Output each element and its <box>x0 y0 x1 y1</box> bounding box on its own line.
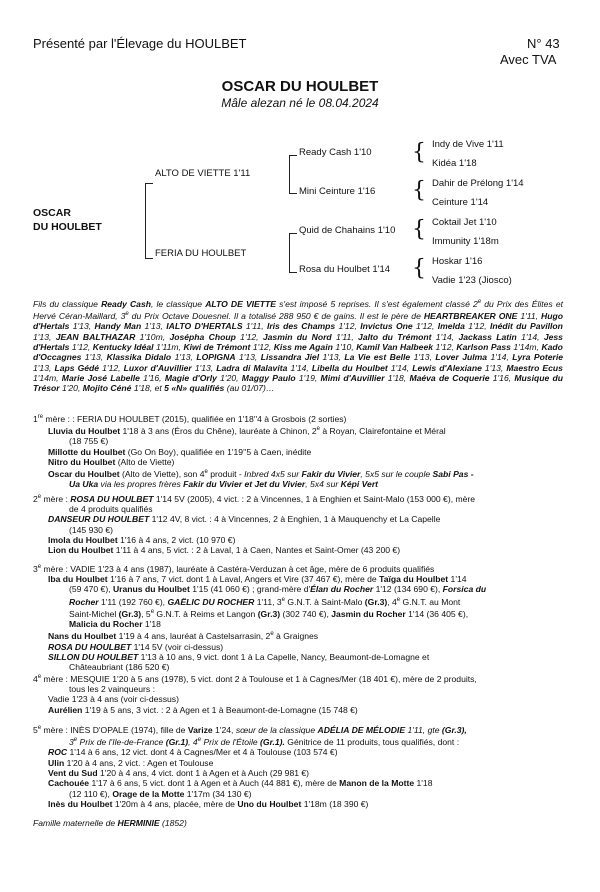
text-run: Jackass Latin <box>458 331 517 342</box>
text-run: à Graignes <box>273 631 319 642</box>
produce-line <box>33 584 563 594</box>
text-run: mère : MESQUIE 1'20 à 5 ans (1978), 5 vict. dont 2 à Toulouse et 1 à Cagnes/Mer (18 401 €), mère de 2 produits, <box>41 673 477 684</box>
text-run: 5 <box>33 724 38 735</box>
text-run: 1'12, <box>433 341 457 352</box>
pedigree-connector <box>289 233 297 234</box>
produce-line <box>33 789 563 799</box>
text-run: (12 110 €), <box>69 788 113 799</box>
text-run: 1'14, <box>487 352 513 363</box>
ggp-1: Indy de Vive 1'11 <box>432 139 504 150</box>
text-run: 1'18m (18 390 €) <box>301 798 369 809</box>
text-run: 1'13 à 10 ans, 9 vict. dont 1 à La Capelle, Nancy, Beaumont-de-Lomagne et <box>138 651 430 662</box>
text-run: Jess d'Hertals <box>33 331 563 352</box>
text-run: Prix de l'Étoile <box>201 737 261 748</box>
text-run: (Gr.3), <box>441 724 467 735</box>
produce-line <box>33 619 563 629</box>
pedigree-connector <box>145 183 153 184</box>
text-run: (Alto de Viette) <box>115 456 175 467</box>
text-run: Saint-Michel <box>69 608 119 619</box>
text-run: Iris des Champs <box>266 321 336 332</box>
text-run: Jasmin du Nord <box>262 331 332 342</box>
text-run: e <box>37 674 42 680</box>
text-run: Kamil Van Halbeek <box>356 341 433 352</box>
text-run: 1'13, <box>69 321 95 332</box>
text-run: Lissandra Jiel <box>260 352 320 363</box>
text-run: , 5x5 sur le couple <box>360 469 433 480</box>
text-run: ADÉLIA DE MÉLODIE <box>317 724 406 735</box>
text-run: 1'14m, <box>510 341 542 352</box>
text-run: Millotte du Houlbet <box>48 446 126 457</box>
text-run: Maéva de Coquerie <box>409 372 490 383</box>
text-run: 4 <box>33 673 38 684</box>
produce-line <box>33 545 563 555</box>
text-run: e <box>270 631 274 638</box>
text-run: , le classique <box>150 298 206 309</box>
text-run: LOPIGNA <box>196 352 236 363</box>
text-run: Laps Gédé <box>54 362 100 373</box>
produce-line <box>33 629 563 641</box>
fourth-dam-section <box>33 672 563 715</box>
produce-line <box>33 457 563 467</box>
text-run: 1'20, <box>59 383 83 394</box>
text-run: du Prix Octave Douesnel. Il a totalisé 288 950 € de gains. Il est le père de <box>128 311 424 322</box>
horse-name-line2: DU HOULBET <box>33 221 102 233</box>
text-run: (au 01/07)… <box>224 383 275 394</box>
text-run: e <box>37 564 42 570</box>
text-run: Famille maternelle de <box>33 818 118 828</box>
text-run: 1'11m, <box>153 341 184 352</box>
dam: FERIA DU HOULBET <box>155 248 247 259</box>
text-run: Maggy Paulo <box>241 372 296 383</box>
text-run: Uno du Houlbet <box>237 798 302 809</box>
text-run: (59 470 €), <box>69 584 113 595</box>
brace-icon: { <box>412 140 426 165</box>
text-run: tous les 2 vainqueurs : <box>69 684 155 695</box>
text-run: mère : <box>41 493 71 504</box>
ggp-8: Vadie 1'23 (Jiosco) <box>432 275 512 286</box>
text-run: produit - <box>207 469 245 480</box>
brace-icon: { <box>412 178 426 203</box>
horse-description: Mâle alezan né le 08.04.2024 <box>221 96 379 110</box>
text-run: 1'18, et <box>131 383 165 394</box>
text-run: (145 930 €) <box>69 524 113 535</box>
text-run: GAËLIC DU ROCHER <box>167 596 255 607</box>
text-run: 1'12, <box>235 331 263 342</box>
produce-line <box>33 735 563 747</box>
produce-line <box>33 514 563 524</box>
text-run: Fakir du Vivier et Jet du Vivier <box>183 479 306 490</box>
text-run: Lluvia du Houlbet <box>48 426 121 437</box>
text-run: Forsica du <box>442 584 487 595</box>
text-run: 1'16 à 7 ans, 7 vict. dont 1 à Laval, Angers et Vire (37 467 €), mère de <box>107 574 380 585</box>
text-run: 2 <box>33 493 38 504</box>
text-run: Marie José Labelle <box>61 372 140 383</box>
text-run: Iba du Houlbet <box>48 574 108 585</box>
text-run: Aurélien <box>48 704 83 715</box>
text-run: , 4 <box>387 596 397 607</box>
text-run: (Gr.3) <box>118 608 142 619</box>
pedigree-connector <box>145 258 153 259</box>
dam-sire: Quid de Chahains 1'10 <box>299 225 396 236</box>
text-run: 1'13, <box>33 331 56 342</box>
dam-heading <box>33 412 563 424</box>
text-run: 1'12, <box>250 341 274 352</box>
text-run: e <box>37 494 42 500</box>
text-run: 1'17 à 6 ans, 5 vict. dont 1 à Agen et à Auch (44 881 €), mère de <box>89 778 340 789</box>
produce-line <box>33 607 563 619</box>
text-run: 1'12 4V, 8 vict. : 4 à Vincennes, 2 à Enghien, 1 à Mauquenchy et La Capelle <box>149 514 441 525</box>
produce-line <box>33 694 563 704</box>
text-run: 1'12 (134 690 €), <box>373 584 443 595</box>
produce-line <box>33 684 563 694</box>
text-run: mère : INÈS D'OPALE (1974), fille de <box>41 724 188 735</box>
text-run: Ready Cash <box>101 298 151 309</box>
ggp-4: Ceinture 1'14 <box>432 197 489 208</box>
text-run: SILLON DU HOULBET <box>48 651 139 662</box>
text-run: e <box>197 737 202 744</box>
text-run: 1'20, <box>216 372 242 383</box>
text-run: 1'14m, <box>33 372 62 383</box>
text-run: 1'12, <box>412 321 438 332</box>
text-run: 1'12, <box>335 321 361 332</box>
second-dam-section <box>33 492 563 556</box>
text-run: Libella du Houlbet <box>311 362 388 373</box>
text-run: Karlson Pass <box>456 341 511 352</box>
maternal-family-note <box>33 818 563 828</box>
text-run: (Go On Boy), qualifiée en 1'19''5 à Caen, inédite <box>125 446 312 457</box>
text-run: Jalto du Trémont <box>358 331 432 342</box>
brace-icon: { <box>412 217 426 242</box>
text-run: Mojito Céné <box>82 383 132 394</box>
dam-heading <box>33 562 563 574</box>
text-run: Vadie 1'23 à 4 ans (voir ci-dessus) <box>48 694 179 705</box>
text-run: 1'10m, <box>135 331 170 342</box>
text-run: (Gr.3) <box>364 596 388 607</box>
text-run: Lewis d'Alexiane <box>412 362 482 373</box>
text-run: Rocher <box>69 596 99 607</box>
sire-sire: Ready Cash 1'10 <box>299 147 372 158</box>
produce-line <box>33 652 563 662</box>
text-run: s'est imposé 5 reprises. Il s'est également classé 2 <box>276 298 478 309</box>
text-run: 1'24, <box>212 724 236 735</box>
text-run: e <box>150 608 155 615</box>
text-run: 1'14 à 6 ans, 12 vict. dont 4 à Cagnes/Mer et 4 à Toulouse (103 574 €) <box>67 747 338 758</box>
fifth-dam-section <box>33 723 563 809</box>
dam-dam: Rosa du Houlbet 1'14 <box>299 264 391 275</box>
text-run: mère : VADIE 1'23 à 4 ans (1987), lauréate à Castéra-Verduzan à cet âge, mère de 6 produits qualifiés <box>41 563 435 574</box>
text-run: IALTO D'HERTALS <box>166 321 243 332</box>
produce-line <box>33 574 563 584</box>
text-run: Génitrice de 11 produits, tous qualifiés, dont : <box>284 737 460 748</box>
produce-line <box>33 467 563 479</box>
text-run: Hugo d'Hertals <box>33 311 563 332</box>
ggp-6: Immunity 1'18m <box>432 236 499 247</box>
presenter-line: Présenté par l'Élevage du HOULBET <box>33 36 247 51</box>
text-run: 1'14 (36 405 €), <box>405 608 469 619</box>
text-run: 3 <box>33 563 38 574</box>
text-run: Magie d'Orly <box>164 372 217 383</box>
produce-line <box>33 758 563 768</box>
text-run: Invictus One <box>360 321 413 332</box>
text-run: 1'11, <box>517 311 542 322</box>
text-run: 1'20 à 4 ans, 4 vict. dont 1 à Agen et à Auch (29 981 €) <box>97 767 310 778</box>
text-run: 1'19 à 4 ans, lauréat à Castelsarrasin, 2 <box>116 631 271 642</box>
text-run: 1'18, <box>384 372 410 383</box>
text-run: 1'14, <box>431 331 459 342</box>
ggp-2: Kidéa 1'18 <box>432 158 477 169</box>
text-run: Fils du classique <box>33 298 102 309</box>
text-run: 1'19 à 5 ans, 3 vict. : 2 à Agen et 1 à Beaumont-de-Lomagne (15 748 €) <box>82 704 358 715</box>
text-run: 1'18 à 3 ans (Éros du Chêne), lauréate à Chinon, 2 <box>120 426 317 437</box>
text-run: 3 <box>69 737 74 748</box>
text-run: 1'16, <box>489 372 515 383</box>
text-run: Kiwi de Trémont <box>183 341 251 352</box>
produce-line <box>33 525 563 535</box>
produce-line <box>33 447 563 457</box>
dam-heading <box>33 492 563 504</box>
text-run: Nans du Houlbet <box>48 631 117 642</box>
text-run: Ua Uka <box>69 479 99 490</box>
text-run: 1'14, <box>516 331 544 342</box>
text-run: 1'14 5V (2005), 4 vict. : 2 à Vincennes, 1 à Enghien et Saint-Malo (153 000 €), mère <box>153 493 476 504</box>
text-run: HEARTBREAKER ONE <box>423 311 518 322</box>
text-run: (2015), qualifiée en 1'18''4 à Grosbois (2 sorties) <box>159 413 347 424</box>
ggp-5: Coktail Jet 1'10 <box>432 217 497 228</box>
text-run: , 5 <box>141 608 151 619</box>
horse-name-line1: OSCAR <box>33 207 71 219</box>
text-run: Imelda <box>437 321 465 332</box>
text-run: 1'13, <box>33 362 55 373</box>
text-run: 1'14, <box>387 362 413 373</box>
page-title: OSCAR DU HOULBET <box>221 78 379 95</box>
text-run: 1'18 <box>414 778 433 789</box>
text-run: e <box>281 596 286 603</box>
text-run: Inbred 4x5 sur <box>244 469 302 480</box>
text-run: Mimi d'Auvillier <box>320 372 385 383</box>
pedigree-connector <box>289 155 297 156</box>
text-run: , 5x4 sur <box>305 479 341 490</box>
text-run: , 4 <box>188 737 198 748</box>
pedigree-connector <box>289 233 290 273</box>
text-run: Inédit du Pavillon <box>489 321 563 332</box>
text-run: e <box>477 299 482 305</box>
text-run: 1'13, <box>141 321 167 332</box>
text-run: Lyra Poterie <box>512 352 563 363</box>
text-run: Oscar du Houlbet <box>48 469 120 480</box>
text-run: e <box>73 737 78 744</box>
text-run: (Alto de Viette), son 4 <box>119 469 205 480</box>
produce-line <box>33 595 563 607</box>
text-run: (1852) <box>159 818 187 828</box>
text-run: 1'12, <box>99 362 124 373</box>
vat-notice: Avec TVA <box>500 52 557 67</box>
text-run: ROSA DU HOULBET <box>70 493 154 504</box>
text-run: via les propres frères <box>98 479 184 490</box>
text-run: Malicia du Rocher <box>69 619 143 630</box>
produce-line <box>33 504 563 514</box>
text-run: Maestro Ecus <box>506 362 563 373</box>
sire: ALTO DE VIETTE 1'11 <box>155 168 251 179</box>
text-run: Imola du Houlbet <box>48 535 118 546</box>
text-run: DANSEUR DU HOULBET <box>48 514 150 525</box>
text-run: mère : <box>43 413 73 424</box>
text-run: 1'13, <box>235 352 261 363</box>
text-run: 5 «N» qualifiés <box>164 383 225 394</box>
text-run: Uranus du Houlbet <box>112 584 190 595</box>
text-run: 1 <box>33 413 38 424</box>
text-run: 1'13, <box>410 352 436 363</box>
text-run: 1'14, <box>287 362 312 373</box>
text-run: Lover Julma <box>435 352 488 363</box>
text-run: Vent du Sud <box>48 767 98 778</box>
text-run: 1'15 (41 060 €) ; grand-mère d' <box>189 584 311 595</box>
text-run: Kiss me Again <box>273 341 333 352</box>
text-run: 1'14 <box>448 574 467 585</box>
text-run: : FERIA DU HOULBET <box>72 413 160 424</box>
produce-line <box>33 642 563 652</box>
text-run: e <box>204 469 208 476</box>
produce-line <box>33 436 563 446</box>
text-run: 1'16 à 4 ans, 2 vict. (10 970 €) <box>117 535 236 546</box>
text-run: Ulin <box>48 757 65 768</box>
text-run: 1'13, <box>191 362 217 373</box>
text-run: JEAN BALTHAZAR <box>55 331 136 342</box>
text-run: Handy Man <box>94 321 142 332</box>
produce-line <box>33 662 563 672</box>
text-run: du Prix des Élites et Hervé Céran-Maillard, 3 <box>33 298 563 322</box>
text-run: (Gr.3) <box>257 608 281 619</box>
text-run: Inès du Houlbet <box>48 798 113 809</box>
text-run: ALTO DE VIETTE <box>205 298 277 309</box>
text-run: La Vie est Belle <box>344 352 411 363</box>
ggp-3: Dahir de Prélong 1'14 <box>432 178 524 189</box>
text-run: (302 740 €), <box>280 608 332 619</box>
text-run: ROSA DU HOULBET <box>48 641 132 652</box>
sire-dam: Mini Ceinture 1'16 <box>299 186 376 197</box>
text-run: Élan du Rocher <box>310 584 374 595</box>
text-run: 1'11 (192 760 €), <box>98 596 168 607</box>
text-run: (18 755 €) <box>69 436 109 447</box>
text-run: Josépha Choup <box>169 331 236 342</box>
produce-line <box>33 705 563 715</box>
text-run: 1'16, <box>139 372 165 383</box>
text-run: Kentucky Idéal <box>92 341 154 352</box>
text-run: 1'20m à 4 ans, placée, mère de <box>112 798 238 809</box>
text-run: Fakir du Vivier <box>301 469 361 480</box>
text-run: Sabi Pas - <box>432 469 474 480</box>
text-run: Orage de la Motte <box>112 788 185 799</box>
text-run: G.N.T. au Mont <box>400 596 461 607</box>
text-run: Képi Vert <box>340 479 379 490</box>
text-run: 1'11, <box>331 331 359 342</box>
text-run: re <box>37 414 44 420</box>
lot-number: N° 43 <box>527 36 560 51</box>
produce-line <box>33 535 563 545</box>
text-run: Manon de la Motte <box>339 778 415 789</box>
produce-line <box>33 778 563 788</box>
text-run: 1'19, <box>295 372 321 383</box>
text-run: Ladra di Malavita <box>216 362 288 373</box>
text-run: 1'13, <box>481 362 507 373</box>
text-run: Taïga du Houlbet <box>379 574 449 585</box>
produce-line <box>33 424 563 436</box>
text-run: G.N.T. à Saint-Malo <box>285 596 365 607</box>
text-run: (Gr.1) <box>165 737 189 748</box>
dam-heading <box>33 672 563 684</box>
text-run: Jasmin du Rocher <box>331 608 406 619</box>
text-run: e <box>125 311 129 318</box>
text-run: à Royan, Clairefontaine et Méral <box>320 426 446 437</box>
text-run: Prix de l'Ile-de-France <box>77 737 166 748</box>
text-run: Luxor d'Auvillier <box>123 362 192 373</box>
text-run: 1'12, <box>464 321 490 332</box>
text-run: Lion du Houlbet <box>48 545 114 556</box>
text-run: ROC <box>48 747 68 758</box>
produce-line <box>33 747 563 757</box>
produce-line <box>33 768 563 778</box>
text-run: 1'17m (34 130 €) <box>184 788 252 799</box>
text-run: e <box>316 426 320 433</box>
pedigree-connector <box>145 183 146 259</box>
text-run: 1'11 à 4 ans, 5 vict. : 2 à Laval, 1 à Caen, Nantes et Saint-Omer (43 200 €) <box>113 545 401 556</box>
produce-line <box>33 479 563 489</box>
pedigree-connector <box>289 193 297 194</box>
text-run: Cachouée <box>48 778 90 789</box>
text-run: 1'11, gte <box>405 724 442 735</box>
text-run: Klassika Didalo <box>106 352 172 363</box>
text-run: 1'12, <box>69 341 93 352</box>
third-dam-section <box>33 562 563 672</box>
text-run: 1'13, <box>81 352 107 363</box>
ggp-7: Hoskar 1'16 <box>432 256 483 267</box>
text-run: 1'18 <box>142 619 161 630</box>
first-dam-section <box>33 412 563 490</box>
pedigree-connector <box>289 155 290 193</box>
pedigree-connector <box>289 272 297 273</box>
text-run: 1'13, <box>171 352 197 363</box>
text-run: 1'11, 3 <box>254 596 282 607</box>
text-run: Varize <box>187 724 213 735</box>
text-run: e <box>37 725 42 731</box>
produce-line <box>33 799 563 809</box>
text-run: Kado d'Occagnes <box>33 341 563 363</box>
text-run: sœur de la classique <box>235 724 318 735</box>
text-run: 1'20 à 4 ans, 2 vict. : Agen et Toulouse <box>64 757 214 768</box>
text-run: e <box>396 596 401 603</box>
text-run: de 4 produits qualifiés <box>69 504 153 515</box>
brace-icon: { <box>412 256 426 281</box>
text-run: 1'13, <box>319 352 345 363</box>
text-run: Musique du Trésor <box>33 372 563 394</box>
text-run: 1'11, <box>242 321 267 332</box>
sire-paragraph <box>33 297 563 393</box>
text-run: 1'14 5V (voir ci-dessus) <box>131 641 224 652</box>
dam-heading <box>33 723 563 735</box>
text-run: (Gr.1). <box>260 737 285 748</box>
text-run: 1'10, <box>332 341 357 352</box>
text-run: HERMINIE <box>117 818 160 828</box>
text-run: G.N.T. à Reims et Langon <box>154 608 258 619</box>
text-run: Châteaubriant (186 520 €) <box>69 662 170 673</box>
text-run: Nitro du Houlbet <box>48 456 116 467</box>
